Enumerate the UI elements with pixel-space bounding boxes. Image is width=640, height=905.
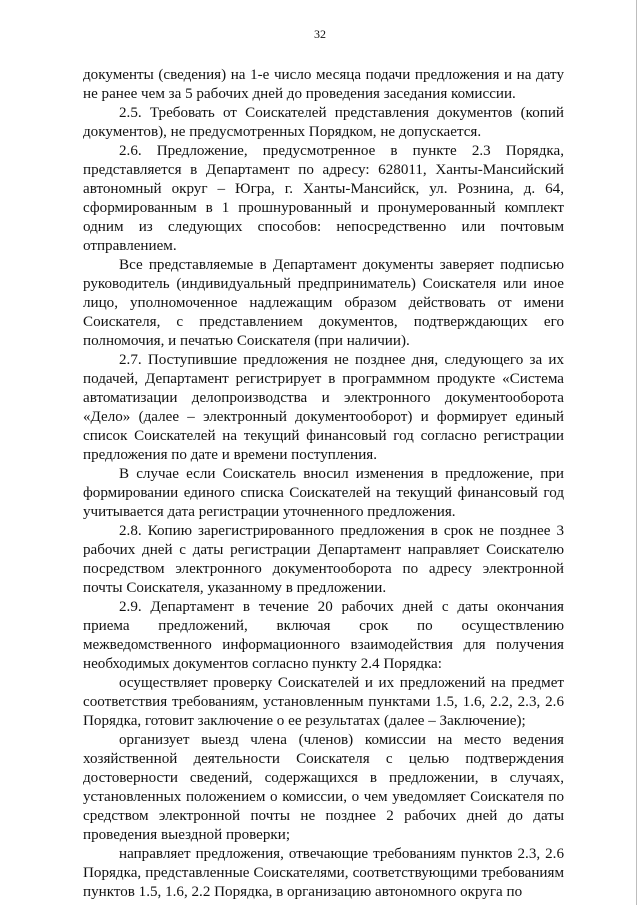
- paragraph-2-9: 2.9. Департамент в течение 20 рабочих дней с даты окончания приема предложений, включая срок по осуществлению межведомственного информационного взаимодействия для получения необходимых документов согласно пункту 2.4 Порядка:: [83, 599, 564, 672]
- document-body: [83, 66, 564, 902]
- paragraph-2-8: 2.8. Копию зарегистрированного предложения в срок не позднее 3 рабочих дней с даты регистрации Департамент направляет Соискателю посредством электронного документооборота по адресу электронной почты Соискателя, указанному в предложении.: [83, 523, 564, 596]
- paragraph-2-6: 2.6. Предложение, предусмотренное в пункте 2.3 Порядка, представляется в Департамент по адресу: 628011, Ханты-Мансийский автономный округ – Югра, г. Ханты-Мансийск, ул. Рознина, д. 64, сформированным в 1 прошнурованный и пронумерованный комплект одним из следующих способов: непосредственно или почтовым отправлением.: [83, 143, 564, 254]
- paragraph-referral: направляет предложения, отвечающие требованиям пунктов 2.3, 2.6 Порядка, представленные Соискателями, соответствующими требованиям пунктов 1.5, 1.6, 2.2 Порядка, в организацию автономного округа по: [83, 846, 564, 900]
- page-edge-line: [636, 0, 637, 905]
- paragraph-2-7: 2.7. Поступившие предложения не позднее дня, следующего за их подачей, Департамент регистрирует в программном продукте «Система автоматизации делопроизводства и электронного документооборота «Дело» (далее – электронный документооборот) и формирует единый список Соискателей на текущий финансовый год согласно регистрации предложения по дате и времени поступления.: [83, 352, 564, 463]
- paragraph-2-5: 2.5. Требовать от Соискателей представления документов (копий документов), не предусмотренных Порядком, не допускается.: [83, 105, 564, 140]
- paragraph-changes-registration: В случае если Соискатель вносил изменения в предложение, при формировании единого списка Соискателей на текущий финансовый год учитывается дата регистрации уточненного предложения.: [83, 466, 564, 520]
- paragraph-signature-requirements: Все представляемые в Департамент документы заверяет подписью руководитель (индивидуальный предприниматель) Соискателя или иное лицо, уполномоченное надлежащим образом действовать от имени Соискателя, с представлением документов, подтверждающих его полномочия, и печатью Соискателя (при наличии).: [83, 257, 564, 349]
- page-number: 32: [314, 27, 326, 41]
- paragraph-continuation: документы (сведения) на 1-е число месяца подачи предложения и на дату не ранее чем за 5 рабочих дней до проведения заседания комиссии.: [83, 67, 564, 102]
- paragraph-verification: осуществляет проверку Соискателей и их предложений на предмет соответствия требованиям, установленным пунктами 1.5, 1.6, 2.2, 2.3, 2.6 Порядка, готовит заключение о ее результатах (далее – Заключение);: [83, 675, 564, 729]
- paragraph-site-visit: организует выезд члена (членов) комиссии на место ведения хозяйственной деятельности Соискателя с целью подтверждения достоверности сведений, содержащихся в предложении, в случаях, установленных положением о комиссии, о чем уведомляет Соискателя по средством электронной почты не позднее 2 рабочих дней до даты проведения выездной проверки;: [83, 732, 564, 843]
